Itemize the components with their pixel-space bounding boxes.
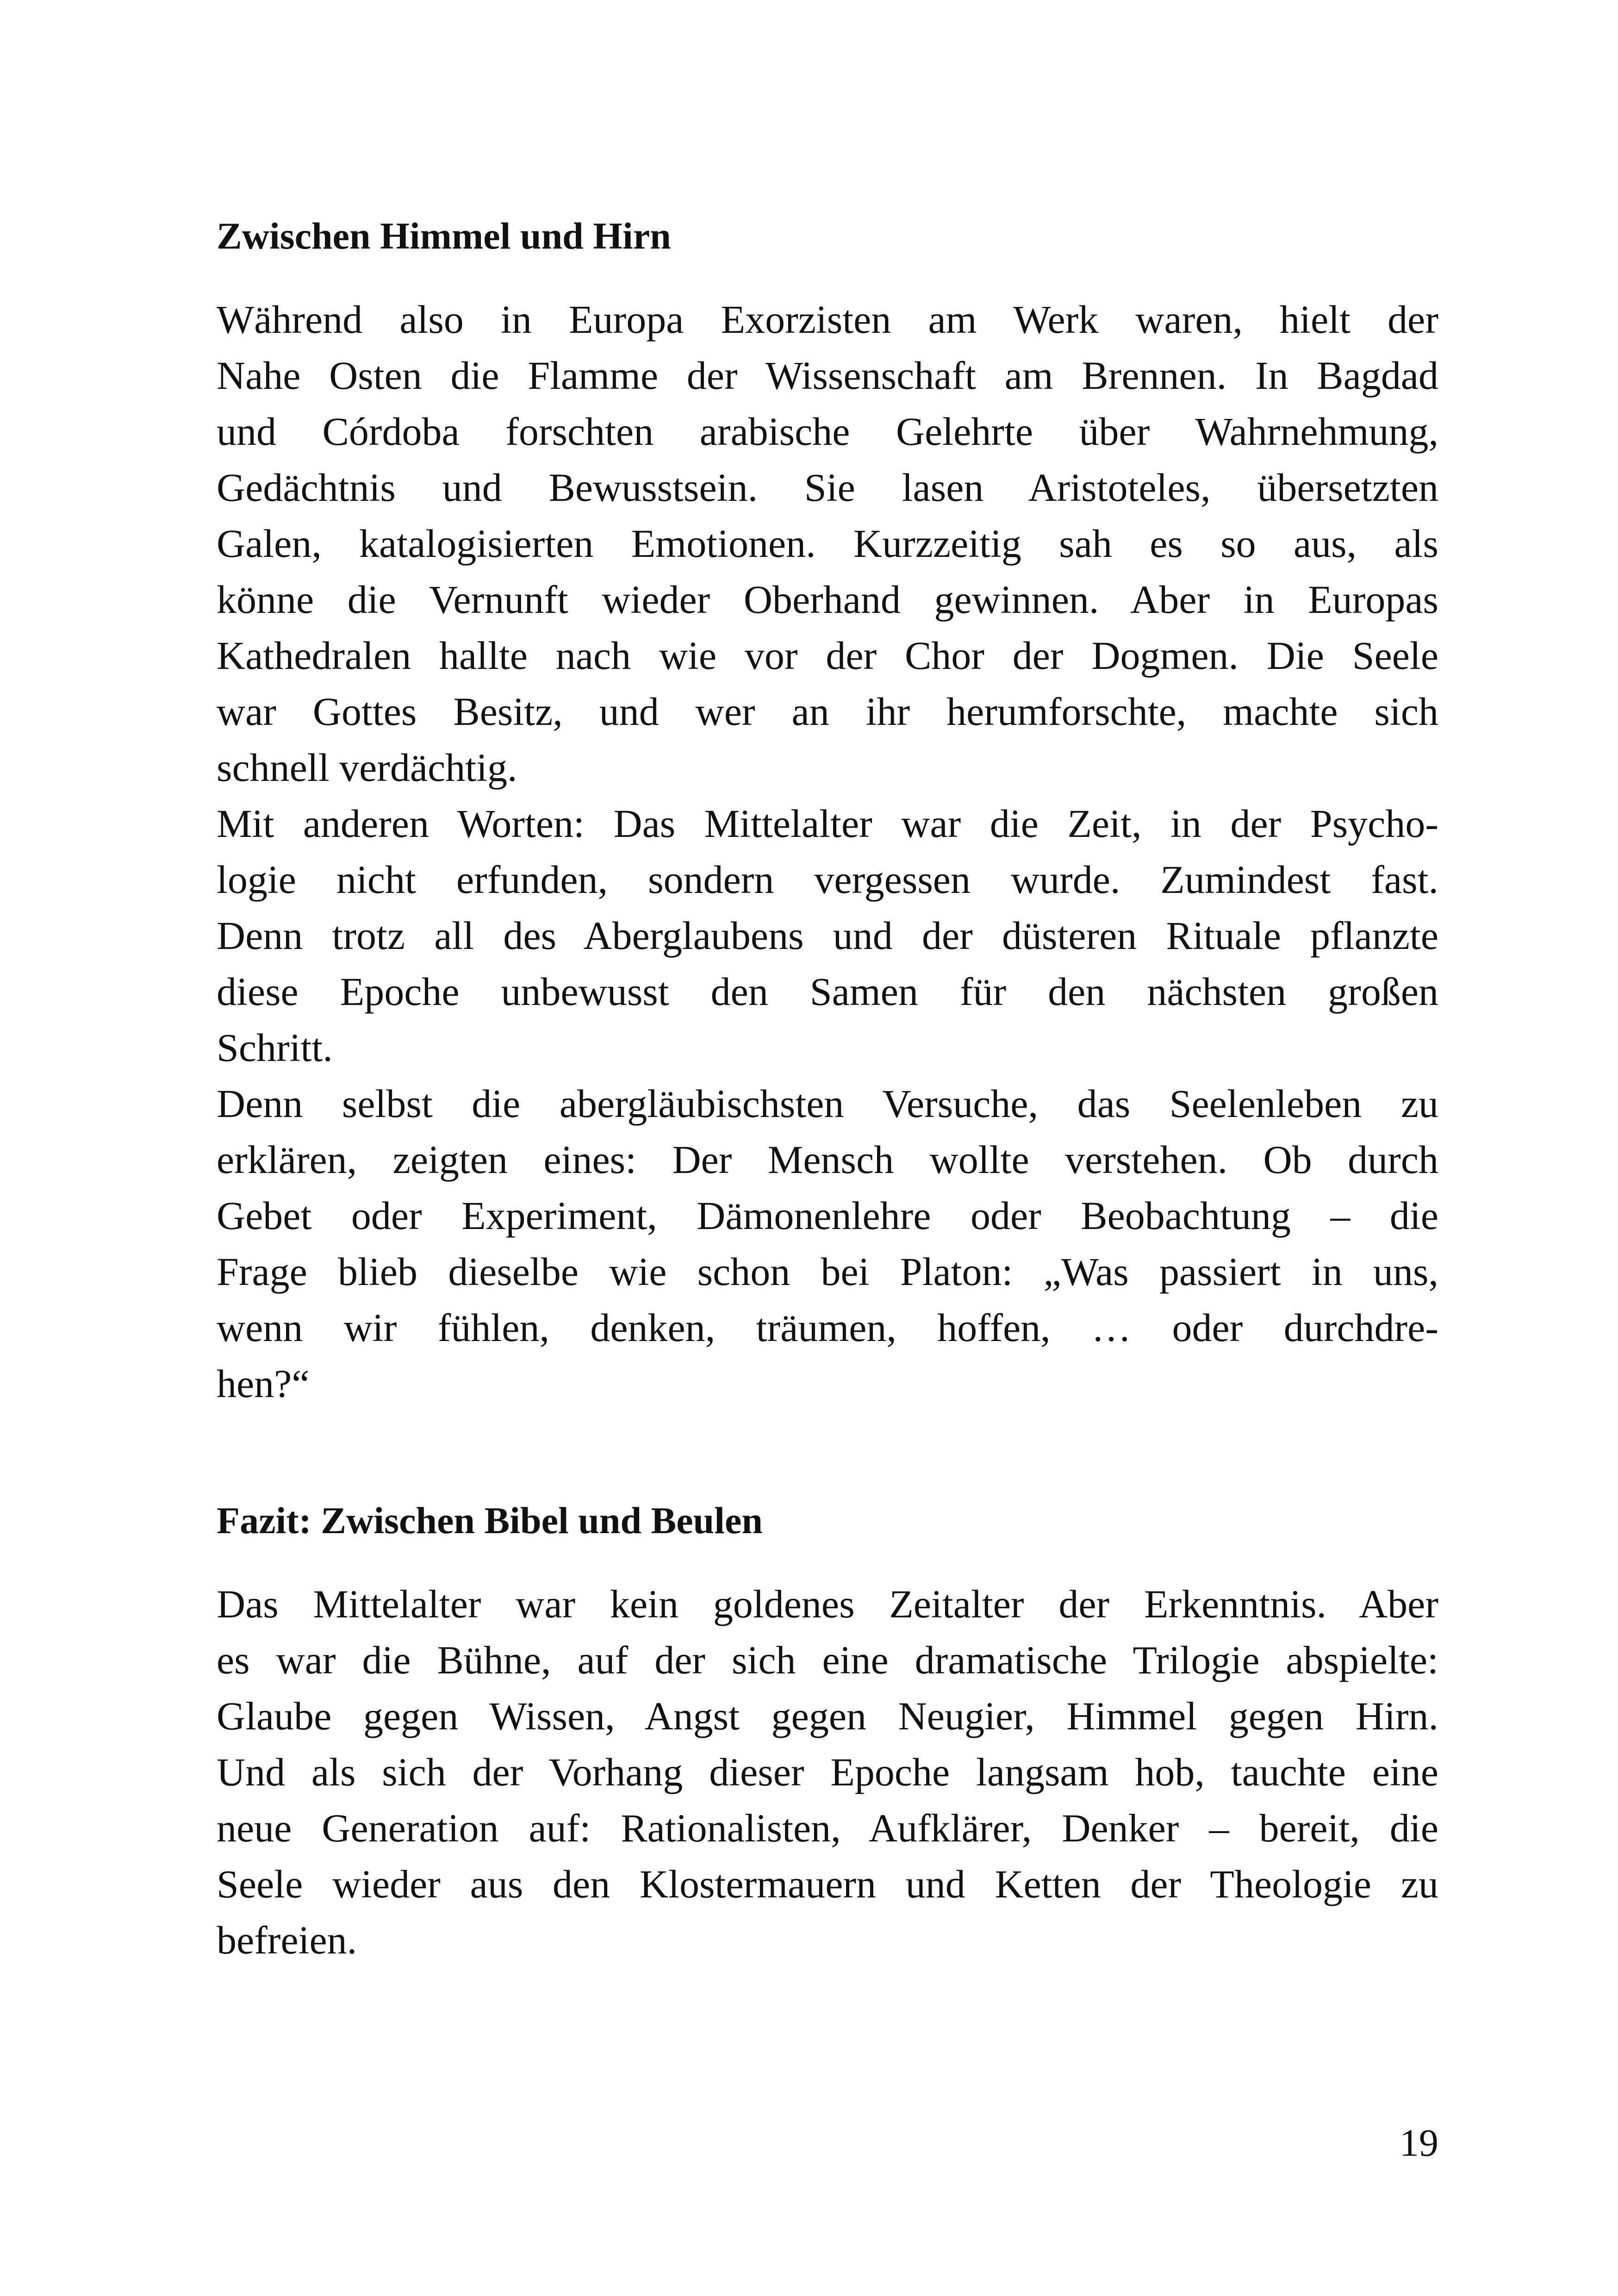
text-line: Frage blieb dieselbe wie schon bei Platon: „Was passiert in uns, (217, 1249, 1438, 1294)
text-line: Mit anderen Worten: Das Mittelalter war die Zeit, in der Psycho- (217, 801, 1438, 846)
text-line: Während also in Europa Exorzisten am Werk waren, hielt der (217, 297, 1438, 342)
text-line: diese Epoche unbewusst den Samen für den nächsten großen (217, 969, 1438, 1014)
section-heading-fazit: Fazit: Zwischen Bibel und Beulen (217, 1499, 763, 1541)
text-line: Und als sich der Vorhang dieser Epoche langsam hob, tauchte eine (217, 1750, 1438, 1794)
text-line: Kathedralen hallte nach wie vor der Chor der Dogmen. Die Seele (217, 633, 1438, 678)
text-line: Glaube gegen Wissen, Angst gegen Neugier, Himmel gegen Hirn. (217, 1694, 1438, 1738)
text-line: es war die Bühne, auf der sich eine dramatische Trilogie abspielte: (217, 1638, 1438, 1682)
text-line: logie nicht erfunden, sondern vergessen wurde. Zumindest fast. (217, 857, 1438, 902)
text-line: Gebet oder Experiment, Dämonenlehre oder Beobachtung – die (217, 1193, 1438, 1238)
text-line: könne die Vernunft wieder Oberhand gewinnen. Aber in Europas (217, 577, 1438, 622)
text-line: Galen, katalogisierten Emotionen. Kurzzeitig sah es so aus, als (217, 521, 1438, 566)
section-body-himmel-hirn (217, 292, 1438, 1412)
text-line: Gedächtnis und Bewusstsein. Sie lasen Aristoteles, übersetzten (217, 465, 1438, 510)
text-line: war Gottes Besitz, und wer an ihr herumforschte, machte sich (217, 689, 1438, 734)
text-line: befreien. (217, 1918, 357, 1962)
text-line: Seele wieder aus den Klostermauern und Ketten der Theologie zu (217, 1862, 1438, 1906)
text-line: wenn wir fühlen, denken, träumen, hoffen, … oder durchdre- (217, 1305, 1438, 1350)
page-number: 19 (1400, 2121, 1438, 2165)
text-line: schnell verdächtig. (217, 745, 517, 790)
text-line: Nahe Osten die Flamme der Wissenschaft am Brennen. In Bagdad (217, 353, 1438, 398)
text-line: und Córdoba forschten arabische Gelehrte über Wahrnehmung, (217, 409, 1438, 454)
section-body-fazit (217, 1576, 1438, 1968)
section-heading-himmel-hirn: Zwischen Himmel und Hirn (217, 215, 671, 257)
text-line: Schritt. (217, 1025, 333, 1070)
text-line: hen?“ (217, 1361, 310, 1406)
text-line: neue Generation auf: Rationalisten, Aufklärer, Denker – bereit, die (217, 1806, 1438, 1850)
text-line: Denn selbst die abergläubischsten Versuche, das Seelenleben zu (217, 1081, 1438, 1126)
text-line: Denn trotz all des Aberglaubens und der düsteren Rituale pflanzte (217, 913, 1438, 958)
text-line: Das Mittelalter war kein goldenes Zeitalter der Erkenntnis. Aber (217, 1582, 1438, 1626)
text-line: erklären, zeigten eines: Der Mensch wollte verstehen. Ob durch (217, 1137, 1438, 1182)
